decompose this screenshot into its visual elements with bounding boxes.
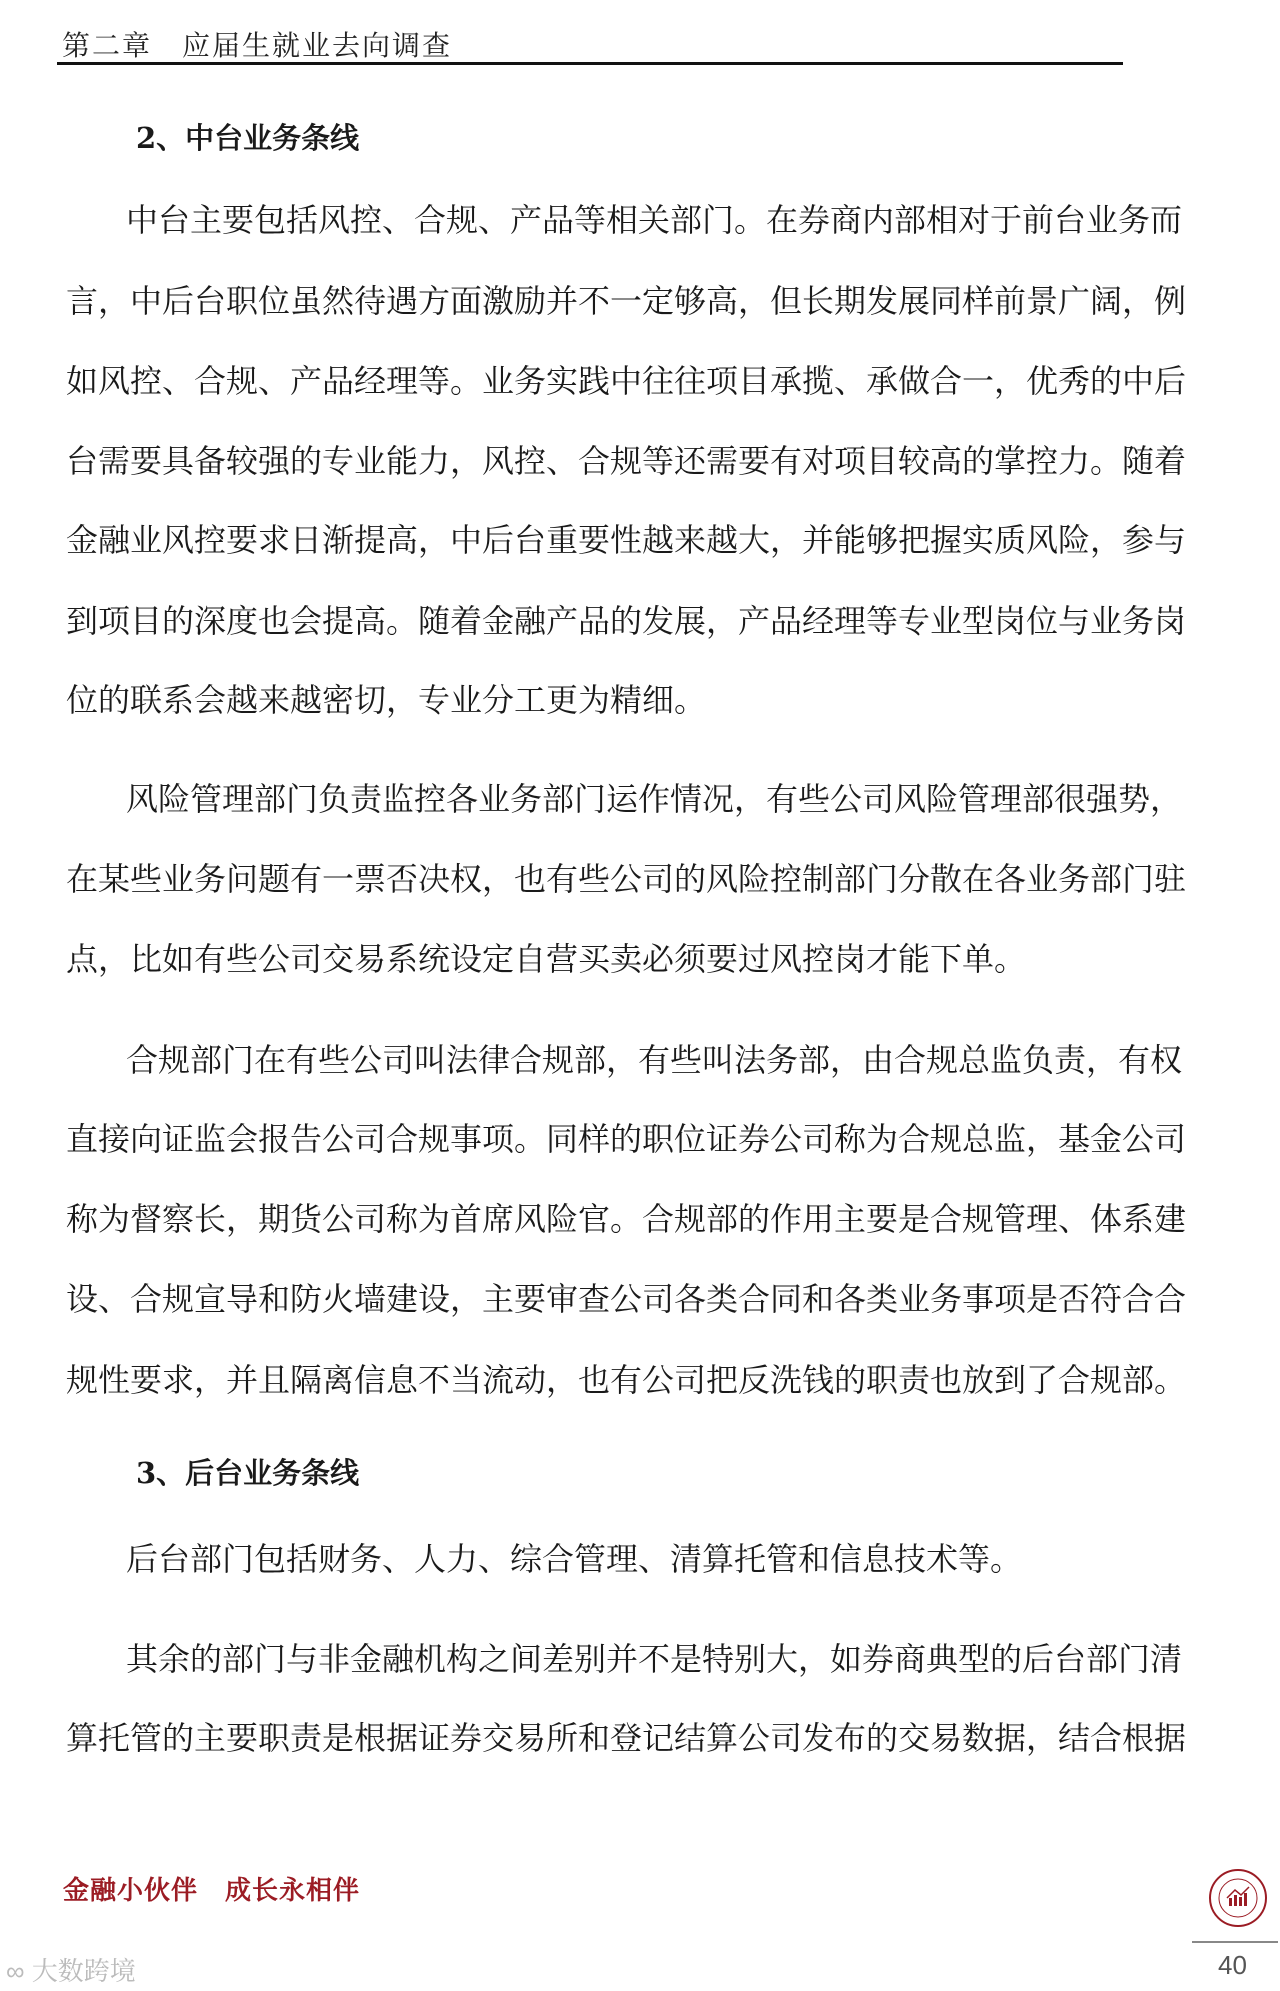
- paragraph-line: 合规部门在有些公司叫法律合规部，有些叫法务部，由合规总监负责，有权: [126, 1041, 1183, 1079]
- paragraph-line: 直接向证监会报告公司合规事项。同样的职位证券公司称为合规总监，基金公司: [66, 1120, 1187, 1158]
- paragraph-line: 金融业风控要求日渐提高，中后台重要性越来越大，并能够把握实质风险，参与: [66, 521, 1187, 559]
- paragraph-line: 设、合规宣导和防火墙建设，主要审查公司各类合同和各类业务事项是否符合合: [66, 1280, 1187, 1318]
- paragraph-line: 规性要求，并且隔离信息不当流动，也有公司把反洗钱的职责也放到了合规部。: [66, 1361, 1187, 1399]
- paragraph-line: 其余的部门与非金融机构之间差别并不是特别大，如券商典型的后台部门清: [126, 1640, 1183, 1678]
- header-divider: [57, 62, 1123, 65]
- page-number-divider: [1192, 1941, 1278, 1943]
- footer-slogan: 金融小伙伴 成长永相伴: [63, 1876, 361, 1906]
- paragraph-line: 位的联系会越来越密切，专业分工更为精细。: [66, 681, 707, 719]
- paragraph-line: 称为督察长，期货公司称为首席风险官。合规部的作用主要是合规管理、体系建: [66, 1200, 1187, 1238]
- paragraph-line: 中台主要包括风控、合规、产品等相关部门。在券商内部相对于前台业务而: [126, 201, 1183, 239]
- paragraph-line: 如风控、合规、产品经理等。业务实践中往往项目承揽、承做合一，优秀的中后: [66, 362, 1187, 400]
- chapter-header: 第二章 应届生就业去向调查: [62, 29, 453, 62]
- section-heading: 3、后台业务条线: [136, 1456, 360, 1490]
- watermark-text: 大数跨境: [31, 1956, 136, 1986]
- section-heading: 2、中台业务条线: [136, 121, 360, 155]
- paragraph-line: 到项目的深度也会提高。随着金融产品的发展，产品经理等专业型岗位与业务岗: [66, 602, 1187, 640]
- paragraph-line: 风险管理部门负责监控各业务部门运作情况，有些公司风险管理部很强势，: [126, 780, 1183, 818]
- paragraph-line: 算托管的主要职责是根据证券交易所和登记结算公司发布的交易数据，结合根据: [66, 1719, 1187, 1757]
- paragraph-line: 台需要具备较强的专业能力，风控、合规等还需要有对项目较高的掌控力。随着: [66, 442, 1187, 480]
- paragraph-line: 点，比如有些公司交易系统设定自营买卖必须要过风控岗才能下单。: [66, 940, 1027, 978]
- watermark-logo-icon: ∞: [6, 1956, 32, 1986]
- finance-young-logo-icon: [1208, 1868, 1268, 1928]
- watermark: [6, 1951, 136, 1988]
- paragraph-line: 在某些业务问题有一票否决权，也有些公司的风险控制部门分散在各业务部门驻: [66, 860, 1187, 898]
- paragraph-line: 后台部门包括财务、人力、综合管理、清算托管和信息技术等。: [126, 1540, 1023, 1578]
- page-number: 40: [1218, 1950, 1247, 1980]
- paragraph-line: 言，中后台职位虽然待遇方面激励并不一定够高，但长期发展同样前景广阔，例: [66, 282, 1187, 320]
